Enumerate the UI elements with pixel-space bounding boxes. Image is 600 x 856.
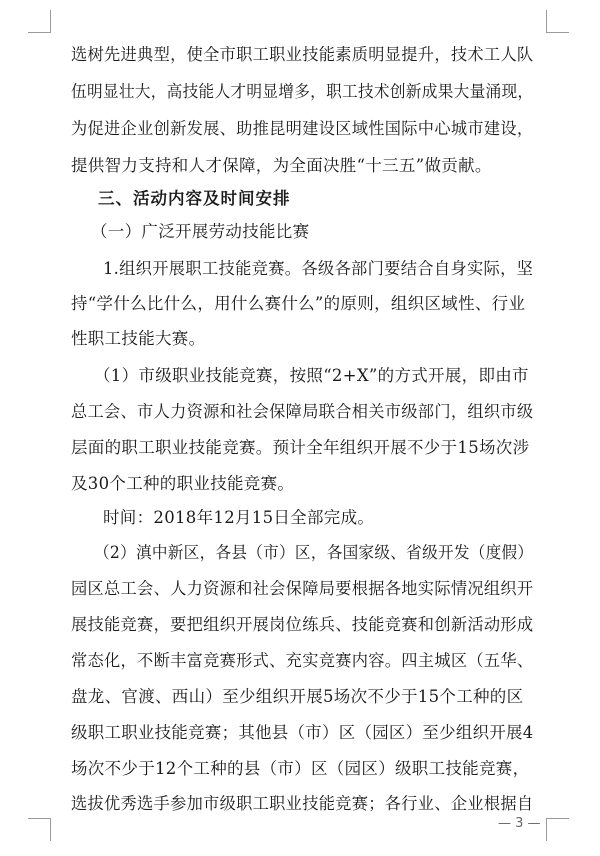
paragraph-line: 层面的职工职业技能竞赛。预计全年组织开展不少于15场次涉 xyxy=(71,438,530,457)
paragraph-line: 性职工技能大赛。 xyxy=(71,329,206,348)
section-heading: 三、活动内容及时间安排 xyxy=(98,189,291,208)
paragraph-line: 常态化，不断丰富竞赛形式、充实竞赛内容。四主城区（五华、 xyxy=(71,651,534,670)
paragraph-line: 场次不少于12个工种的县（市）区（园区）级职工技能竞赛， xyxy=(71,759,530,778)
paragraph-line: 为促进企业创新发展、助推昆明建设区域性国际中心城市建设， xyxy=(71,119,534,138)
paragraph-line: 时间：2018年12月15日全部完成。 xyxy=(103,508,375,527)
paragraph-line: （2）滇中新区，各县（市）区，各国家级、省级开发（度假） xyxy=(94,543,534,562)
paragraph-line: （1）市级职业技能竞赛，按照“2+X”的方式开展，即由市 xyxy=(94,366,529,385)
paragraph-line: 级职工职业技能竞赛；其他县（市）区（园区）至少组织开展4 xyxy=(71,723,534,742)
page-corner-mark-top-right xyxy=(546,10,569,33)
paragraph-line: 及30个工种的职业技能竞赛。 xyxy=(71,474,295,493)
paragraph-line: 园区总工会、人力资源和社会保障局要根据各地实际情况组织开 xyxy=(71,579,534,598)
paragraph-line: 展技能竞赛，要把组织开展岗位练兵、技能竞赛和创新活动形成 xyxy=(71,615,534,634)
page-number: — 3 — xyxy=(498,816,541,831)
paragraph-line: 选拔优秀选手参加市级职工职业技能竞赛；各行业、企业根据自 xyxy=(71,794,534,813)
paragraph-line: 1.组织开展职工技能竞赛。各级各部门要结合自身实际，坚 xyxy=(103,259,534,278)
paragraph-line: 盘龙、官渡、西山）至少组织开展5场次不少于15个工种的区 xyxy=(71,687,524,706)
paragraph-line: 伍明显壮大，高技能人才明显增多，职工技术创新成果大量涌现， xyxy=(71,82,534,101)
paragraph-line: 提供智力支持和人才保障，为全面决胜“十三五”做贡献。 xyxy=(71,156,492,175)
page-corner-mark-top-left xyxy=(28,10,51,33)
paragraph-line: 持“学什么比什么，用什么赛什么”的原则，组织区域性、行业 xyxy=(71,294,526,313)
paragraph-line: 总工会、市人力资源和社会保障局联合相关市级部门，组织市级 xyxy=(71,402,534,421)
page-corner-mark-bottom-left xyxy=(28,818,51,841)
page-corner-mark-bottom-right xyxy=(546,818,569,841)
paragraph-line: 选树先进典型，使全市职工职业技能素质明显提升，技术工人队 xyxy=(71,45,534,64)
subsection-heading: （一）广泛开展劳动技能比赛 xyxy=(91,222,310,241)
